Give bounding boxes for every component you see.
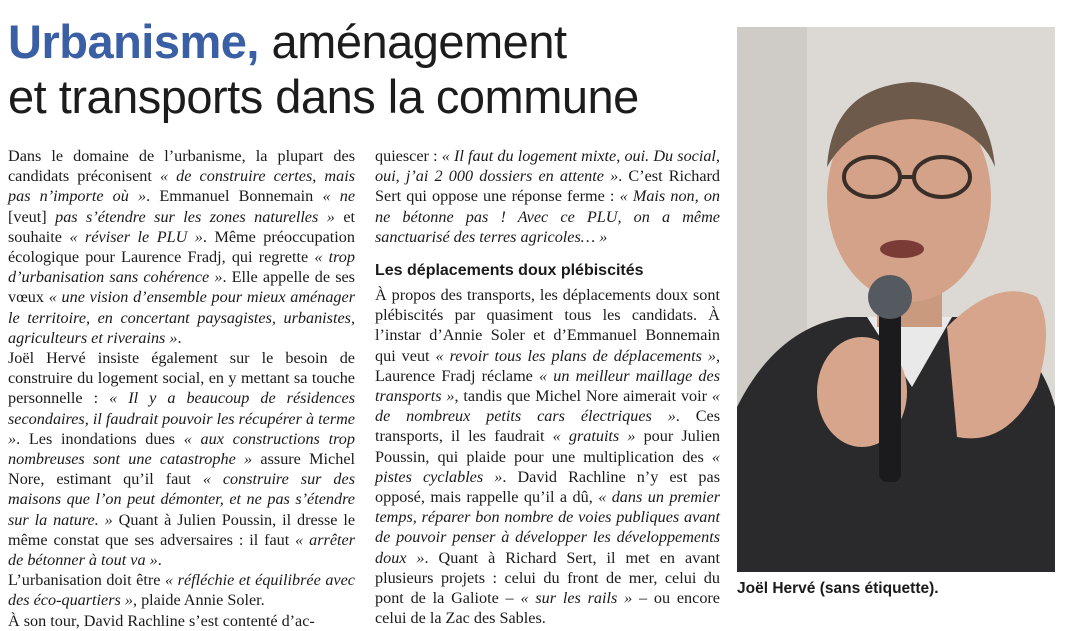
- col2-paragraph-1: [375, 146, 720, 247]
- text-segment: . Même préoccupation écologique pour Laurence Fradj, qui regrette: [8, 227, 355, 267]
- text-segment: .: [177, 328, 182, 347]
- headline-line2: et transports dans la commune: [8, 70, 639, 123]
- text-segment: L’urbanisation doit être: [8, 571, 165, 590]
- text-segment: [veut]: [8, 207, 56, 226]
- text-segment: quiescer :: [375, 147, 442, 165]
- text-segment: . Ces transports, il les faudrait: [375, 407, 720, 446]
- headline: [8, 14, 728, 124]
- section-subheading: Les déplacements doux plébiscités: [375, 262, 644, 280]
- text-segment: Joël Hervé insiste également sur le besoin de construire du logement social, en y mettant sa touche personnelle :: [8, 349, 355, 408]
- quote-segment: « aux constructions trop nombreuses sont une catastrophe »: [8, 429, 355, 469]
- quote-segment: « arrêter de bétonner à tout va »: [8, 530, 355, 570]
- quote-segment: « revoir tous les plans de déplacements »: [435, 346, 716, 365]
- text-segment: , plaide Annie Soler.: [132, 591, 265, 610]
- quote-segment: pas s’étendre sur les zones naturelles »: [55, 207, 335, 226]
- quote-segment: « Mais non, on ne bétonne pas ! Avec ce PLU, on a même sanctuarisé des terres agricoles… »: [375, 187, 721, 246]
- text-segment: . Quant à Richard Sert, il met en avant plusieurs projets : celui du front de mer, celui du pont de la Galiote –: [375, 548, 720, 608]
- text-segment: . Les inondations dues: [16, 429, 184, 448]
- col1-paragraph-1: [8, 146, 355, 348]
- quote-segment: « trop d’urbanisation sans cohérence »: [8, 248, 355, 287]
- quote-segment: « gratuits »: [552, 427, 636, 446]
- article-column-1: [8, 146, 355, 631]
- quote-segment: « de construire certes, mais pas n’importe où »: [8, 167, 355, 206]
- quote-segment: « réviser le PLU »: [69, 227, 203, 246]
- text-segment: , Laurence Fradj réclame: [375, 346, 720, 385]
- text-segment: – ou encore celui de la Zac des Sables.: [375, 589, 720, 628]
- text-segment: assure Michel Nore, estimant qu’il faut: [8, 450, 356, 489]
- text-segment: Quant à Julien Poussin, il dresse le même constat que ses adversaires : il faut: [8, 510, 356, 549]
- quote-segment: « construire sur des maisons que l’on peut démonter, et ne pas s’étendre sur la nature. »: [8, 470, 356, 529]
- quote-segment: « un meilleur maillage des transports »: [375, 366, 721, 406]
- quote-segment: « pistes cyclables »: [375, 447, 720, 486]
- headline-line1-rest: aménagement: [258, 15, 567, 68]
- text-segment: et souhaite: [8, 207, 355, 246]
- quote-segment: « Il faut du logement mixte, oui. Du social, oui, j’ai 2 000 dossiers en attente »: [375, 147, 720, 186]
- text-segment: . David Rachline n’y est pas opposé, mais rappelle qu’il a dû,: [375, 467, 721, 507]
- col1-paragraph-2: [8, 348, 355, 570]
- text-segment: . C’est Richard Sert qui oppose une réponse ferme :: [375, 167, 720, 206]
- article-column-2: [375, 146, 720, 628]
- col1-paragraph-3: [8, 570, 355, 610]
- quote-segment: « sur les rails »: [520, 589, 633, 608]
- quote-segment: « de nombreux petits cars électriques »: [375, 387, 720, 426]
- text-segment: . Emmanuel Bonnemain: [146, 187, 323, 206]
- text-segment: À propos des transports, les déplacements doux sont plébiscités par quasiment tous les candidats. À l’instar d’Annie Soler et d’Emmanuel Bonnemain qui veut: [375, 286, 720, 365]
- quote-segment: « Il y a beaucoup de résidences secondaires, il faudrait pouvoir les récupérer à terme »: [8, 389, 355, 448]
- portrait-photo: [737, 27, 1055, 572]
- col2-paragraph-2: [375, 285, 720, 628]
- quote-segment: « ne: [322, 187, 355, 206]
- quote-segment: « réfléchie et équilibrée avec des éco-quartiers »: [8, 571, 355, 610]
- portrait-illustration: [737, 27, 1055, 572]
- text-segment: . Elle appelle de ses vœux: [8, 268, 355, 307]
- photo-caption: Joël Hervé (sans étiquette).: [737, 580, 939, 597]
- headline-accent: Urbanisme,: [8, 15, 259, 68]
- text-segment: .: [157, 551, 162, 570]
- quote-segment: « dans un premier temps, réparer bon nombre de voies publiques avant de pouvoir penser à développer les développements doux »: [375, 488, 720, 567]
- quote-segment: « une vision d’ensemble pour mieux aménager le territoire, en concertant paysagistes, urbanistes, agriculteurs et riverains »: [8, 288, 355, 347]
- text-segment: Dans le domaine de l’urbanisme, la plupart des candidats préconisent: [8, 147, 355, 186]
- text-segment: pour Julien Poussin, qui plaide pour une multiplication des: [375, 427, 721, 466]
- text-segment: À son tour, David Rachline s’est contenté d’ac-: [8, 611, 315, 630]
- text-segment: , tandis que Michel Nore aimerait voir: [454, 387, 712, 406]
